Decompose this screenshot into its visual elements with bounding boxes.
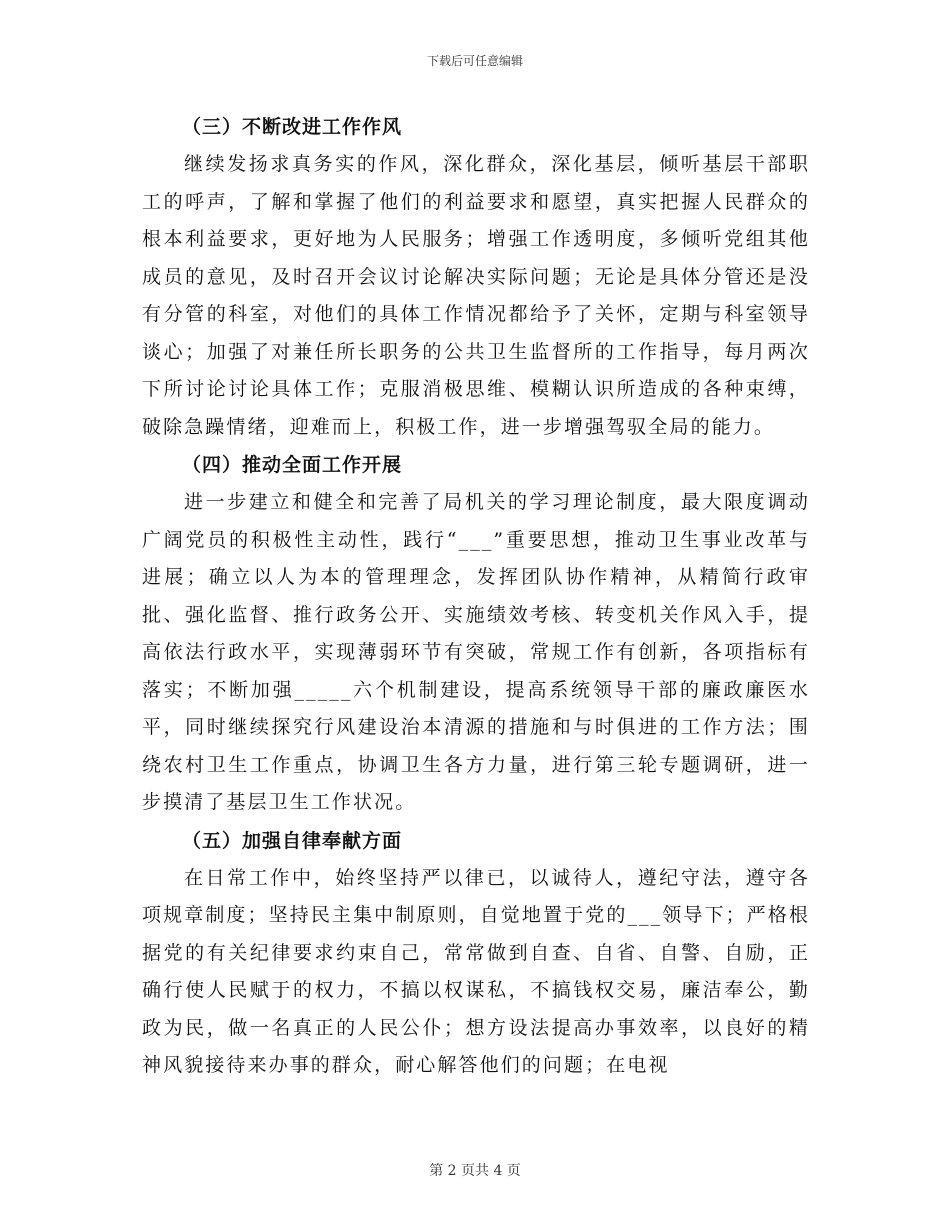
- section-heading-5: （五）加强自律奉献方面: [182, 829, 403, 852]
- section-paragraph-4: 进一步建立和健全和完善了局机关的学习理论制度，最大限度调动广阔党员的积极性主动性，践行“___”重要思想，推动卫生事业改革与进展；确立以人为本的管理理念，发挥团队协作精神，从精简行政审批、强化监督、推行政务公开、实施绩效考核、转变机关作风入手，提高依法行政水平，实现薄弱环节有突破，常规工作有创新，各项指标有落实；不断加强_____六个机制建设，提高系统领导干部的廉政廉医水平，同时继续探究行风建设治本清源的措施和与时俱进的工作方法；围绕农村卫生工作重点，协调卫生各方力量，进行第三轮专题调研，进一步摸清了基层卫生工作状况。: [142, 491, 810, 813]
- page-footer: 第 2 页共 4 页: [429, 1163, 521, 1179]
- section-paragraph-3: 继续发扬求真务实的作风，深化群众，深化基层，倾听基层干部职工的呼声，了解和掌握了他们的利益要求和愿望，真实把握人民群众的根本利益要求，更好地为人民服务；增强工作透明度，多倾听党组其他成员的意见，及时召开会议讨论解决实际问题；无论是具体分管还是没有分管的科室，对他们的具体工作情况都给予了关怀，定期与科室领导谈心；加强了对兼任所长职务的公共卫生监督所的工作指导，每月两次下所讨论讨论具体工作；克服消极思维、模糊认识所造成的各种束缚，破除急躁情绪，迎难而上，积极工作，进一步增强驾驭全局的能力。: [142, 153, 810, 438]
- section-heading-4: （四）推动全面工作开展: [182, 454, 403, 476]
- section-heading-3: （三）不断改进工作作风: [182, 116, 403, 138]
- page-header: 下载后可任意编辑: [426, 54, 523, 68]
- document-body: [142, 108, 810, 1085]
- section-paragraph-5: 在日常工作中，始终坚持严以律已，以诚待人，遵纪守法，遵守各项规章制度；坚持民主集中制原则，自觉地置于党的___领导下；严格根据党的有关纪律要求约束自己，常常做到自查、自省、自警、自励，正确行使人民赋于的权力，不搞以权谋私，不搞钱权交易，廉洁奉公，勤政为民，做一名真正的人民公仆；想方设法提高办事效率，以良好的精神风貌接待来办事的群众，耐心解答他们的问题；在电视: [142, 866, 810, 1076]
